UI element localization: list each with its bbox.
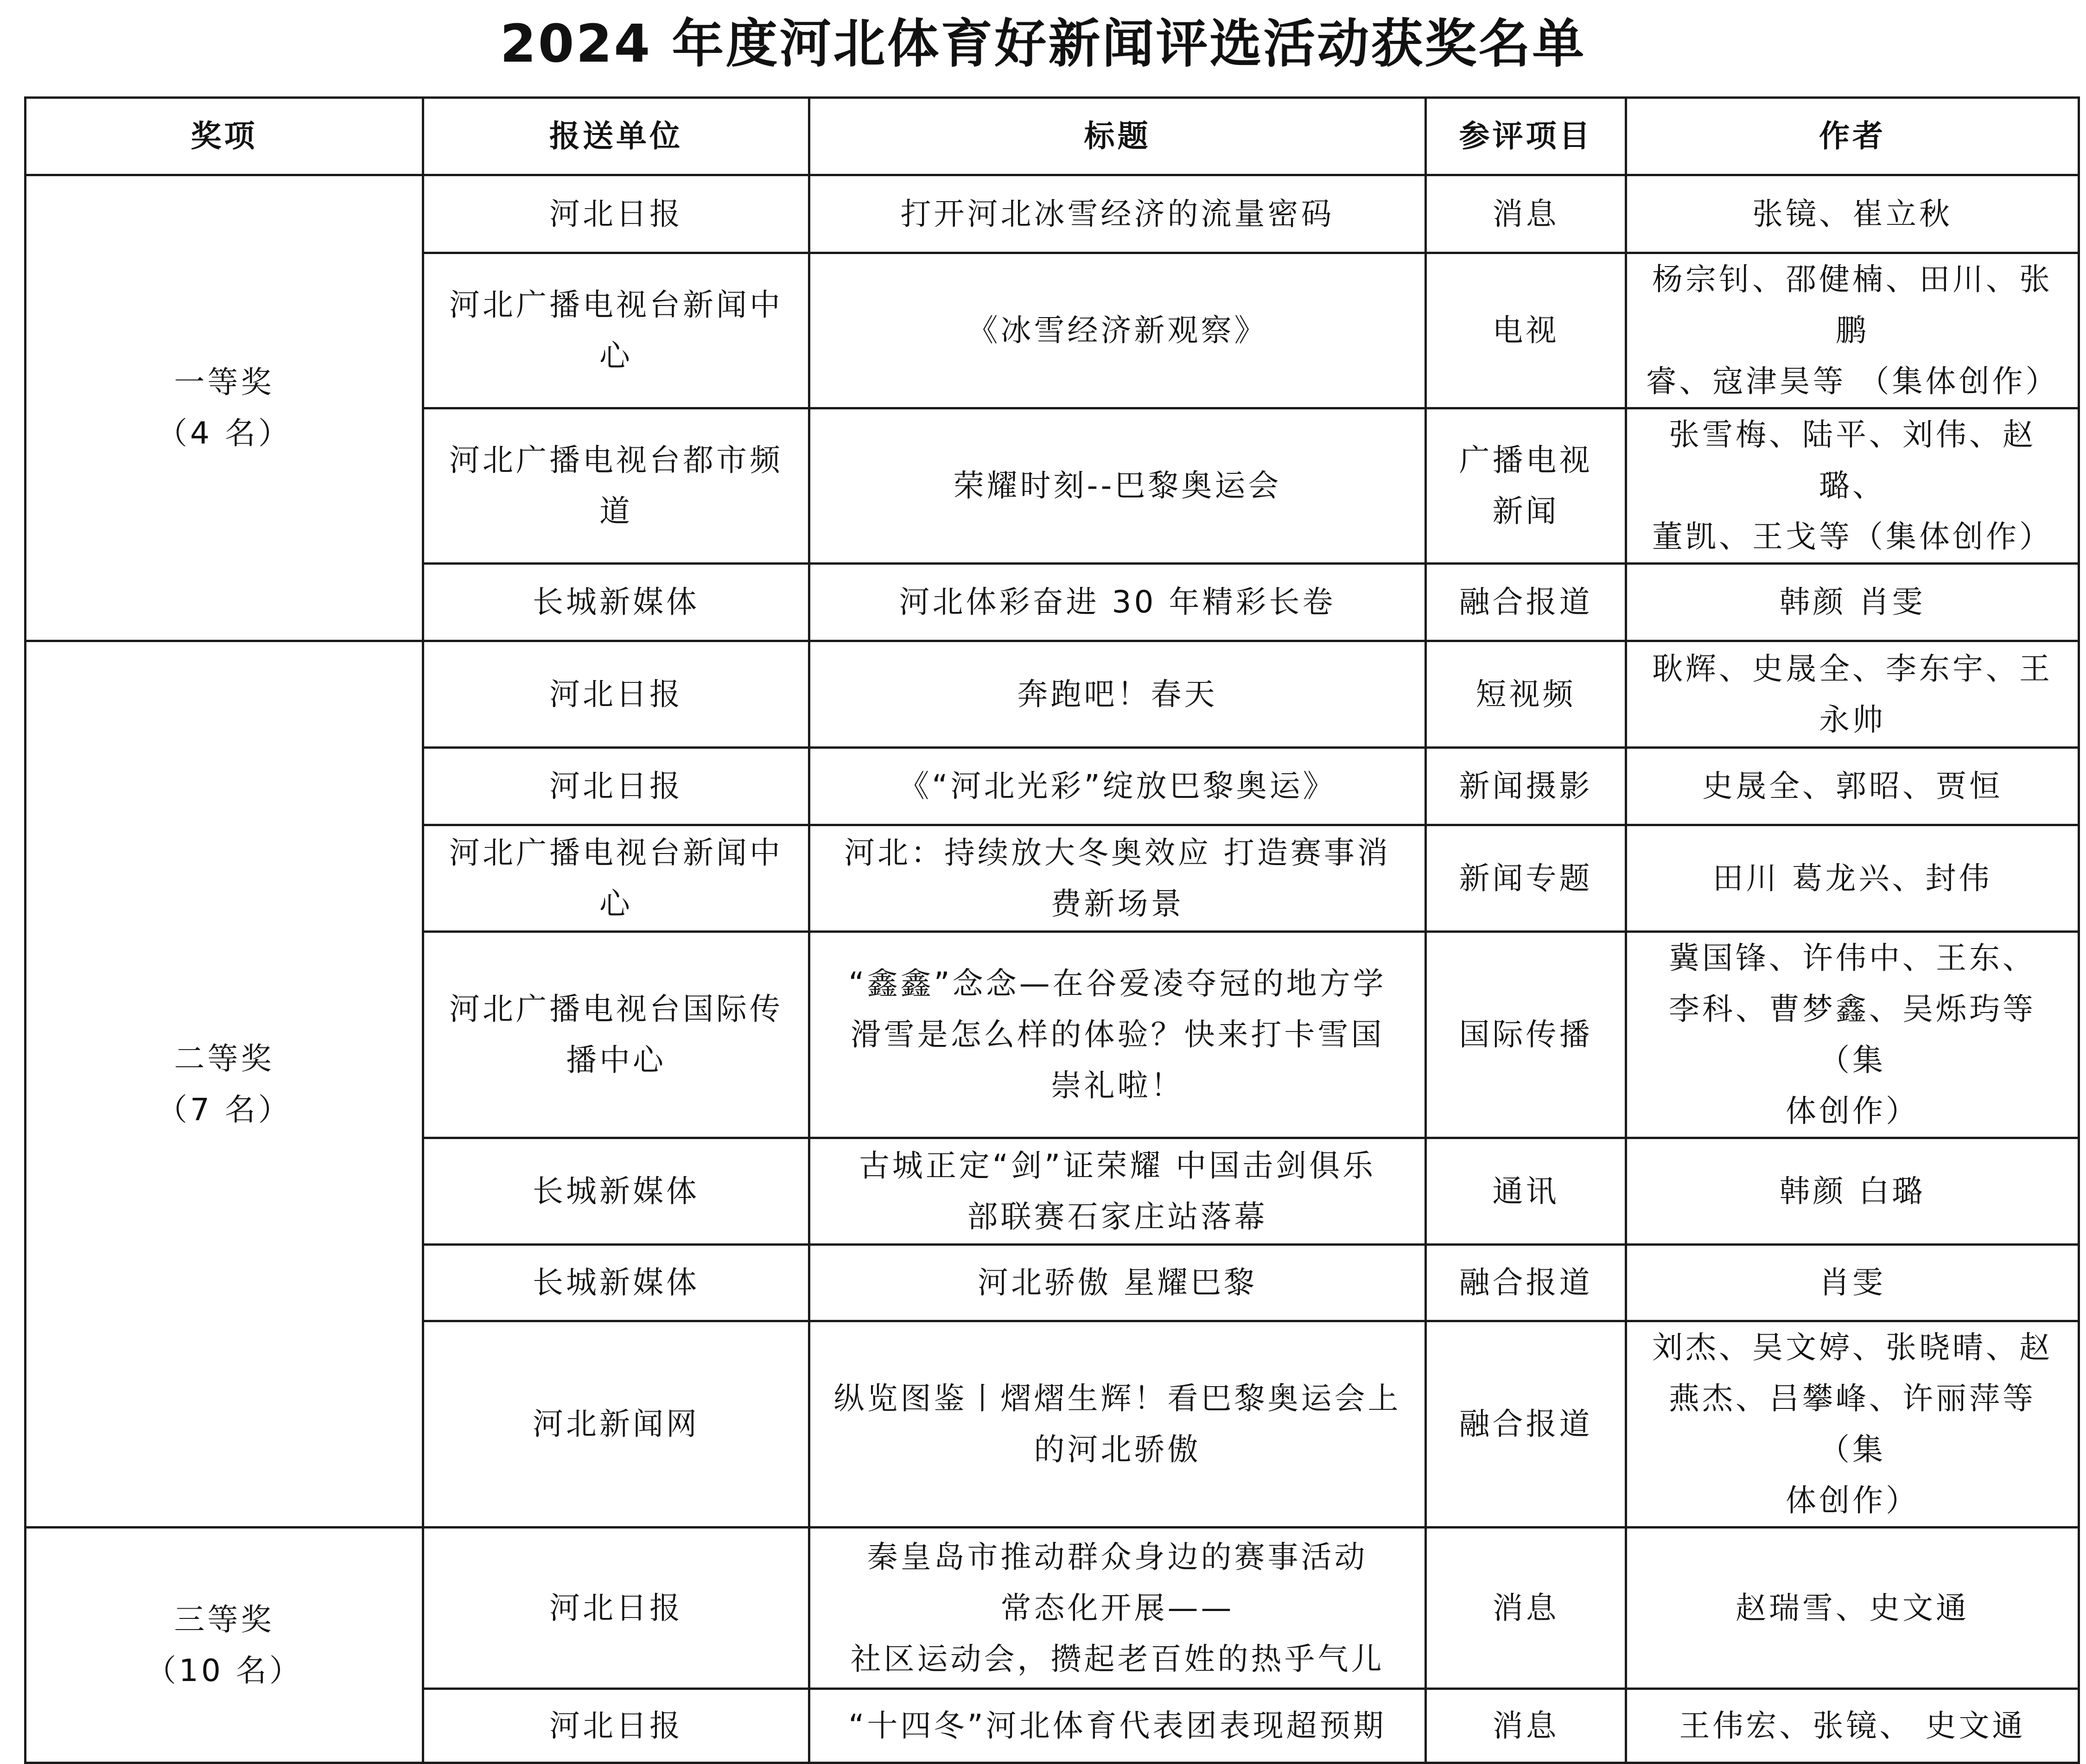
authors-cell: 耿辉、史晟全、李东宇、王 永帅 <box>1626 641 2079 748</box>
unit-cell: 河北广播电视台都市频 道 <box>423 408 809 564</box>
header-title: 标题 <box>809 98 1426 175</box>
unit-cell: 河北新闻网 <box>423 1321 809 1528</box>
title-cell: 古城正定“剑”证荣耀 中国击剑俱乐 部联赛石家庄站落幕 <box>809 1138 1426 1245</box>
category-cell: 新闻专题 <box>1426 825 1626 932</box>
award-name: 二等奖 <box>174 1040 274 1076</box>
unit-cell: 河北日报 <box>423 175 809 253</box>
title-cell: 奔跑吧！春天 <box>809 641 1426 748</box>
category-cell: 消息 <box>1426 1528 1626 1689</box>
category-cell: 电视 <box>1426 253 1626 408</box>
unit-cell: 河北广播电视台国际传 播中心 <box>423 932 809 1138</box>
award-count: （7 名） <box>157 1091 292 1127</box>
authors-cell: 田川 葛龙兴、封伟 <box>1626 825 2079 932</box>
title-cell: 秦皇岛市推动群众身边的赛事活动 常态化开展—— 社区运动会，攒起老百姓的热乎气儿 <box>809 1528 1426 1689</box>
category-cell: 短视频 <box>1426 641 1626 748</box>
title-cell: 河北体彩奋进 30 年精彩长卷 <box>809 564 1426 641</box>
unit-cell: 河北日报 <box>423 641 809 748</box>
category-cell: 融合报道 <box>1426 1245 1626 1321</box>
title-cell: 打开河北冰雪经济的流量密码 <box>809 175 1426 253</box>
authors-cell: 韩颜 肖雯 <box>1626 564 2079 641</box>
title-cell: “鑫鑫”念念—在谷爱凌夺冠的地方学 滑雪是怎么样的体验？快来打卡雪国 崇礼啦！ <box>809 932 1426 1138</box>
header-category: 参评项目 <box>1426 98 1626 175</box>
category-cell: 广播电视 新闻 <box>1426 408 1626 564</box>
category-cell: 消息 <box>1426 175 1626 253</box>
title-cell: 纵览图鉴丨熠熠生辉！看巴黎奥运会上 的河北骄傲 <box>809 1321 1426 1528</box>
table-row <box>25 641 2079 748</box>
category-cell: 消息 <box>1426 1689 1626 1763</box>
authors-cell: 韩颜 白璐 <box>1626 1138 2079 1245</box>
title-cell: “十四冬”河北体育代表团表现超预期 <box>809 1689 1426 1763</box>
unit-cell: 河北日报 <box>423 1528 809 1689</box>
unit-cell: 长城新媒体 <box>423 1245 809 1321</box>
unit-cell: 河北广播电视台新闻中 心 <box>423 825 809 932</box>
award-count: （4 名） <box>157 415 292 451</box>
award-table <box>24 96 2080 1764</box>
header-award: 奖项 <box>25 98 423 175</box>
title-cell: 《冰雪经济新观察》 <box>809 253 1426 408</box>
table-header-row <box>25 98 2079 175</box>
award-cell-first <box>25 175 423 641</box>
unit-cell: 长城新媒体 <box>423 564 809 641</box>
title-cell: 河北骄傲 星耀巴黎 <box>809 1245 1426 1321</box>
title-cell: 荣耀时刻--巴黎奥运会 <box>809 408 1426 564</box>
category-cell: 融合报道 <box>1426 1321 1626 1528</box>
table-row <box>25 175 2079 253</box>
authors-cell: 张镜、崔立秋 <box>1626 175 2079 253</box>
category-cell: 新闻摄影 <box>1426 748 1626 825</box>
award-name: 一等奖 <box>174 364 274 400</box>
unit-cell: 长城新媒体 <box>423 1138 809 1245</box>
unit-cell: 河北日报 <box>423 748 809 825</box>
unit-cell: 河北日报 <box>423 1689 809 1763</box>
award-name: 三等奖 <box>174 1601 274 1637</box>
unit-cell: 河北广播电视台新闻中 心 <box>423 253 809 408</box>
document-title: 2024 年度河北体育好新闻评选活动获奖名单 <box>500 14 1586 74</box>
category-cell: 国际传播 <box>1426 932 1626 1138</box>
title-cell: 《“河北光彩”绽放巴黎奥运》 <box>809 748 1426 825</box>
authors-cell: 史晟全、郭昭、贾恒 <box>1626 748 2079 825</box>
table-row <box>25 1528 2079 1689</box>
title-cell: 河北：持续放大冬奥效应 打造赛事消 费新场景 <box>809 825 1426 932</box>
authors-cell: 杨宗钊、邵健楠、田川、张鹏 睿、寇津昊等 （集体创作） <box>1626 253 2079 408</box>
authors-cell: 刘杰、吴文婷、张晓晴、赵 燕杰、吕攀峰、许丽萍等（集 体创作） <box>1626 1321 2079 1528</box>
award-cell-second <box>25 641 423 1528</box>
category-cell: 通讯 <box>1426 1138 1626 1245</box>
header-authors: 作者 <box>1626 98 2079 175</box>
authors-cell: 肖雯 <box>1626 1245 2079 1321</box>
category-cell: 融合报道 <box>1426 564 1626 641</box>
award-count: （10 名） <box>146 1652 303 1688</box>
authors-cell: 赵瑞雪、史文通 <box>1626 1528 2079 1689</box>
award-cell-third <box>25 1528 423 1763</box>
authors-cell: 冀国锋、许伟中、王东、 李科、曹梦鑫、吴烁玙等（集 体创作） <box>1626 932 2079 1138</box>
authors-cell: 张雪梅、陆平、刘伟、赵璐、 董凯、王戈等（集体创作） <box>1626 408 2079 564</box>
authors-cell: 王伟宏、张镜、 史文通 <box>1626 1689 2079 1763</box>
header-unit: 报送单位 <box>423 98 809 175</box>
